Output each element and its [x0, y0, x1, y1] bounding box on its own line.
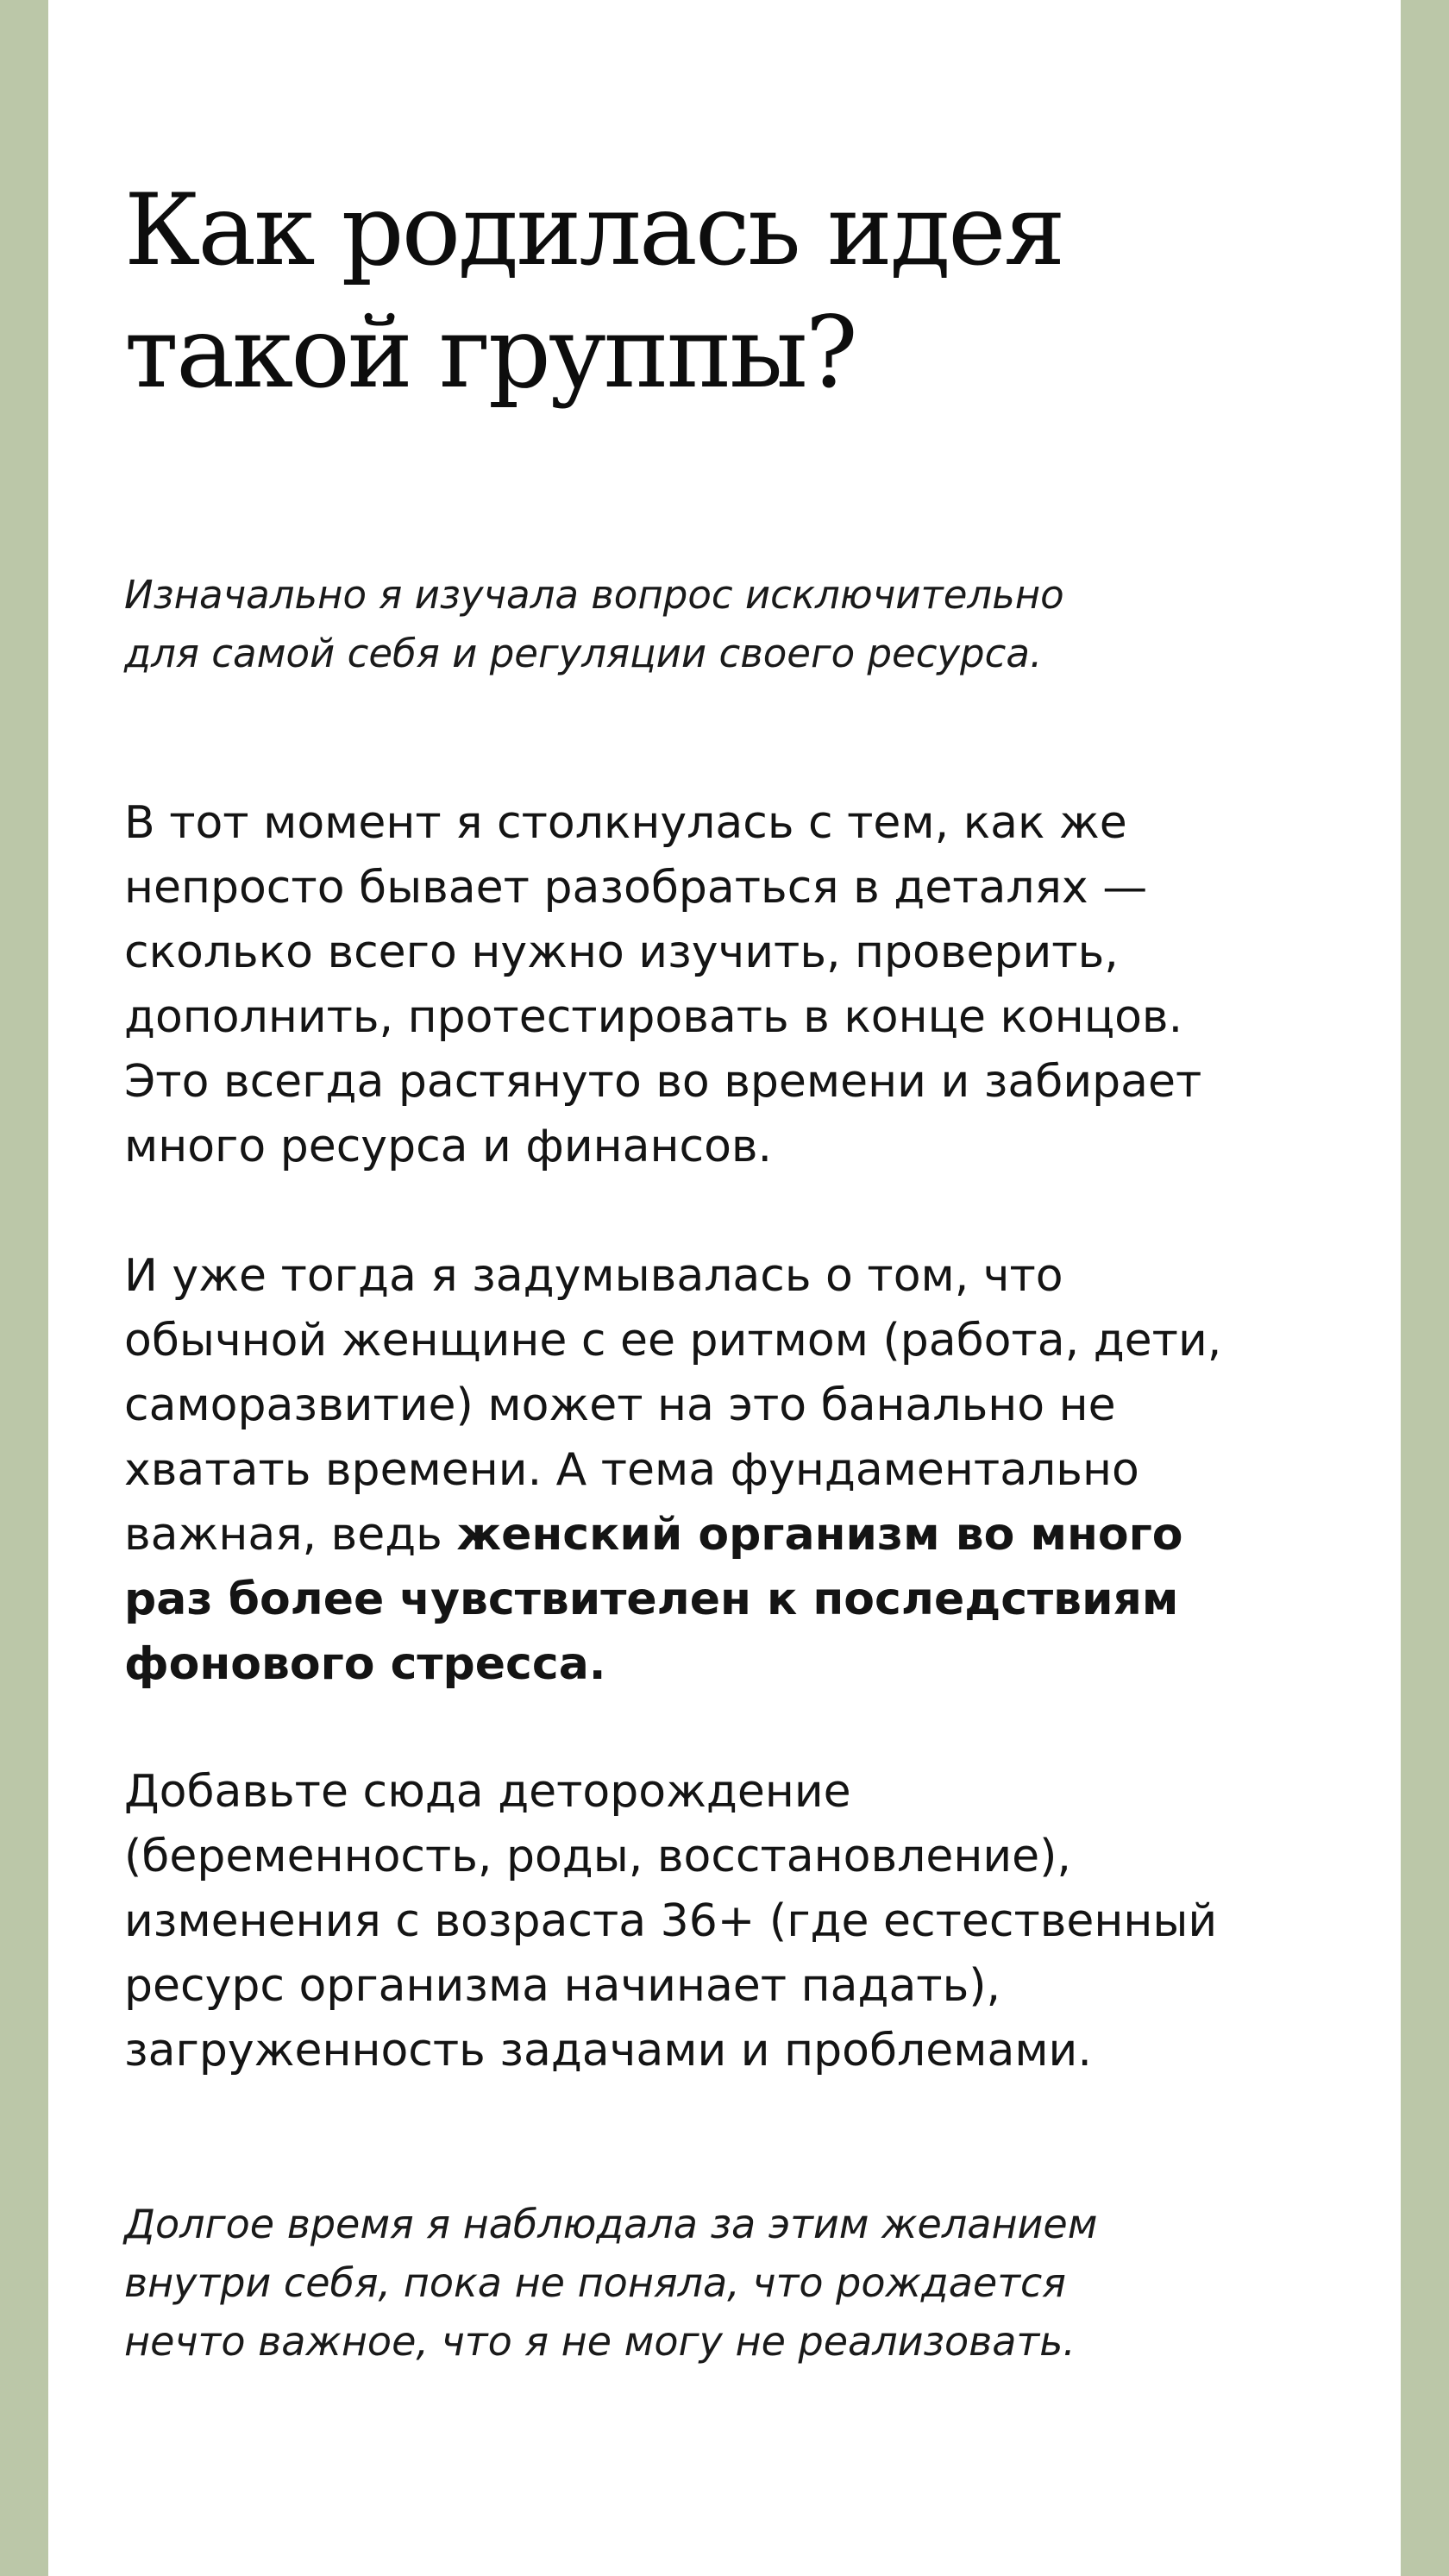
- paragraph-1: [124, 791, 1332, 1179]
- bold-line: фонового стресса.: [124, 1638, 606, 1690]
- paragraph-line: Это всегда растянуто во времени и забирает: [124, 1056, 1202, 1108]
- paragraph-line: изменения с возраста 36+ (где естественный: [124, 1895, 1218, 1947]
- outro-line: внутри себя, пока не поняла, что рождается: [124, 2259, 1066, 2306]
- page-title: [124, 169, 1332, 414]
- paragraph-line: саморазвитие) может на это банально не: [124, 1379, 1116, 1431]
- intro-line: для самой себя и регуляции своего ресурса.: [124, 631, 1043, 676]
- paragraph-line: ресурс организма начинает падать),: [124, 1960, 1001, 2012]
- paragraph-line: загруженность задачами и проблемами.: [124, 2025, 1092, 2077]
- right-decorative-bar: [1401, 0, 1449, 2576]
- outro-line: нечто важное, что я не могу не реализовать.: [124, 2318, 1076, 2365]
- regular-fragment: важная, ведь: [124, 1509, 457, 1561]
- paragraph-2: [124, 1244, 1332, 1697]
- bold-fragment: женский организм во много: [456, 1509, 1183, 1561]
- paragraph-line: хватать времени. А тема фундаментально: [124, 1444, 1139, 1496]
- title-line: Как родилась идея: [124, 173, 1063, 287]
- paragraph-line: дополнить, протестировать в конце концов.: [124, 991, 1183, 1043]
- paragraph-mixed-line: [124, 1503, 1332, 1568]
- title-line: такой группы?: [124, 295, 856, 410]
- paragraph-3: [124, 1760, 1332, 2083]
- outro-text: [124, 2195, 1332, 2371]
- paragraph-line: (беременность, роды, восстановление),: [124, 1831, 1071, 1882]
- intro-line: Изначально я изучала вопрос исключительно: [124, 572, 1064, 618]
- outro-line: Долгое время я наблюдала за этим желанием: [124, 2201, 1098, 2247]
- paragraph-line: Добавьте сюда деторождение: [124, 1766, 851, 1818]
- paragraph-line: И уже тогда я задумывалась о том, что: [124, 1250, 1063, 1302]
- left-decorative-bar: [0, 0, 48, 2576]
- bold-line: раз более чувствителен к последствиям: [124, 1574, 1179, 1625]
- paragraph-line: много ресурса и финансов.: [124, 1121, 773, 1172]
- intro-text: [124, 566, 1332, 683]
- paragraph-line: обычной женщине с ее ритмом (работа, дети,: [124, 1315, 1222, 1367]
- paragraph-line: непросто бывает разобраться в деталях —: [124, 862, 1148, 914]
- paragraph-line: В тот момент я столкнулась с тем, как же: [124, 797, 1127, 849]
- paragraph-line: сколько всего нужно изучить, проверить,: [124, 927, 1119, 978]
